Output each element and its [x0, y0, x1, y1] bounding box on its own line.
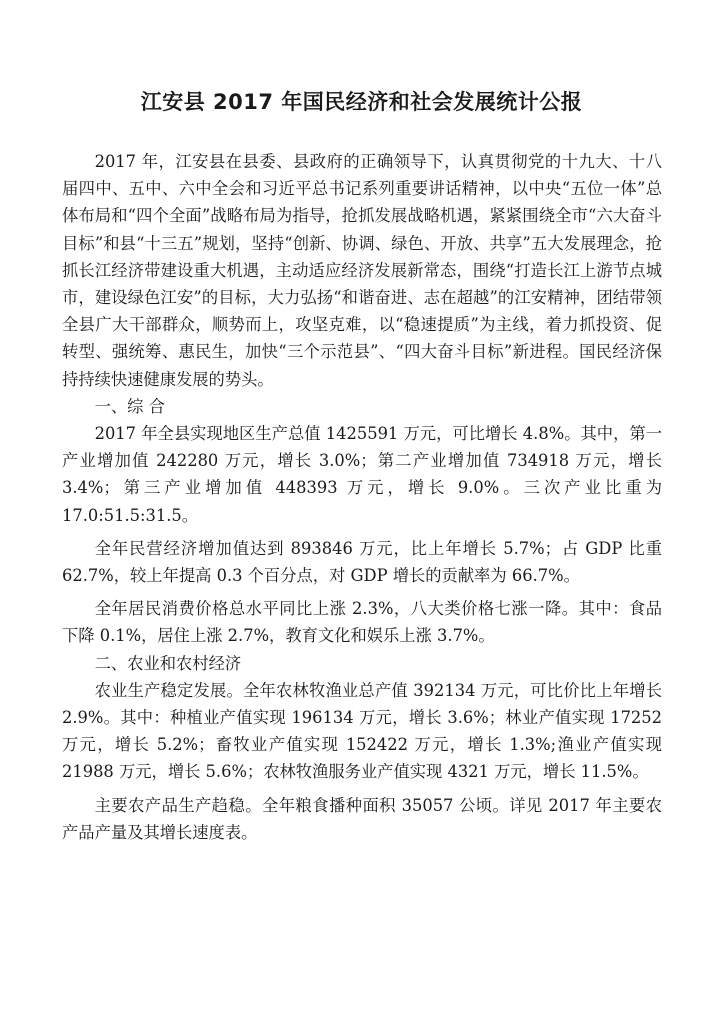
document-body — [62, 148, 662, 846]
intro-paragraph: 2017 年，江安县在县委、县政府的正确领导下，认真贯彻党的十九大、十八届四中、五中、六中全会和习近平总书记系列重要讲话精神，以中央“五位一体”总体布局和“四个全面”战略布局为指导，抢抓发展战略机遇，紧紧围绕全市“六大奋斗目标”和县“十三五”规划，坚持“创新、协调、绿色、开放、共享”五大发展理念，抢抓长江经济带建设重大机遇，主动适应经济发展新常态，围绕“打造长江上游节点城市，建设绿色江安”的目标，大力弘扬“和谐奋进、志在超越”的江安精神，团结带领全县广大干部群众，顺势而上，攻坚克难，以“稳速提质”为主线，着力抓投资、促转型、强统筹、惠民生，加快“三个示范县”、“四大奋斗目标”新进程。国民经济保持持续快速健康发展的势头。 — [62, 152, 662, 389]
paragraph-gdp: 2017 年全县实现地区生产总值 1425591 万元，可比增长 4.8%。其中，第一产业增加值 242280 万元，增长 3.0%；第二产业增加值 734918 万元，增长 3.4%；第三产业增加值 448393 万元，增长 9.0%。三次产业比重为 17.0:51.5:31.5。 — [62, 424, 662, 525]
paragraph-private-economy: 全年民营经济增加值达到 893846 万元，比上年增长 5.7%；占 GDP 比重 62.7%，较上年提高 0.3 个百分点，对 GDP 增长的贡献率为 66.7%。 — [62, 538, 662, 586]
paragraph-agriculture-output: 农业生产稳定发展。全年农林牧渔业总产值 392134 万元，可比价比上年增长 2.9%。其中：种植业产值实现 196134 万元，增长 3.6%；林业产值实现 17252 万元，增长 5.2%；畜牧业产值实现 152422 万元，增长 1.3%;渔业产值实现 21988 万元，增长 5.6%；农林牧渔服务业产值实现 4321 万元，增长 11.5%。 — [62, 680, 662, 782]
paragraph-crop-production: 主要农产品生产趋稳。全年粮食播种面积 35057 公顷。详见 2017 年主要农产品产量及其增长速度表。 — [62, 795, 662, 842]
document-title: 江安县 2017 年国民经济和社会发展统计公报 — [140, 90, 583, 114]
section-heading-agriculture: 二、农业和农村经济 — [94, 653, 242, 673]
section-heading-overview: 一、综 合 — [94, 396, 165, 416]
paragraph-consumer-prices: 全年居民消费价格总水平同比上涨 2.3%，八大类价格七涨一降。其中：食品下降 0.1%，居住上涨 2.7%，教育文化和娱乐上涨 3.7%。 — [62, 599, 662, 646]
